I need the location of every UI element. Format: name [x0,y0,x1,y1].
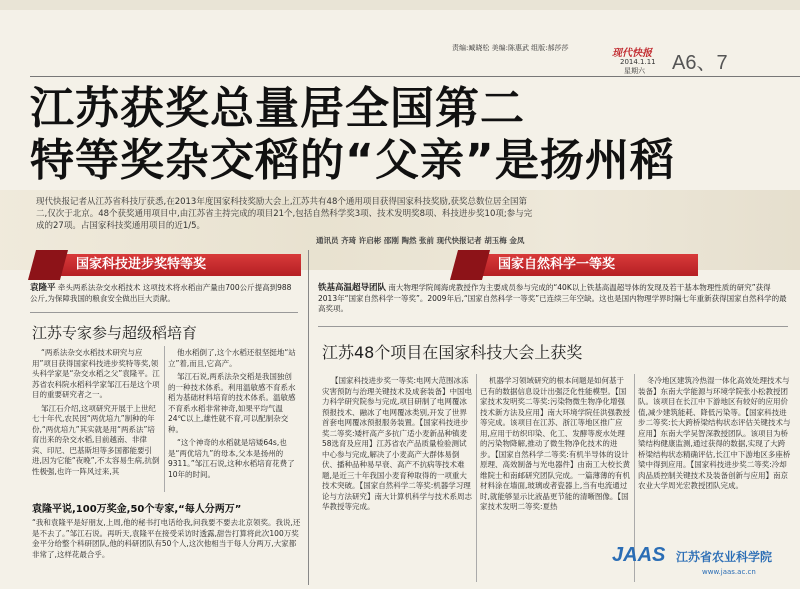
watermark [610,542,800,586]
page-top-edge [0,0,800,10]
banner-natural-science [462,254,698,276]
banner-ribbon-right [450,250,490,280]
headline-line1: 江苏获奖总量居全国第二 [30,83,525,134]
award-text-yuan: 牵头两系法杂交水稻技术 这项技术将水稻亩产量由700公斤提高到988公斤,为保障我国的粮食安全做出巨大贡献。 [30,283,292,303]
right-column-3 [638,376,792,536]
brand-logo: 现代快报 [612,48,652,59]
left-column-2 [168,348,298,490]
award-box-superconductor [318,283,788,315]
lead-byline: 通讯员 齐琦 许启彬 邵刚 陶然 张前 现代快报记者 胡玉梅 金凤 [316,236,525,245]
banner-natural-science-label: 国家自然科学一等奖 [498,257,616,272]
page-number: A6、7 [672,52,728,74]
banner-special-award [40,254,301,276]
editors-line: 责编:臧晓松 美编:陈惠武 组版:郝莎莎 [452,44,569,52]
left-section-rule [30,312,298,313]
left-col2-para-2: 邹江石说,两系法杂交稻是我国独创的一种技术体系。利用温敏感不育系水稻为基础材料培育的技术体系。温敏感不育系水稻非常神奇,如果平均气温24℃以上,雄性就不育,可以配制杂交种。 [168,372,296,434]
right-col2-text: 机器学习领域研究的根本问题是如何基于已有的数据信息设计出强泛化性能模型。【国家技术发明奖二等奖:污染物微生物净化增强技术新方法及应用】南大环境学院任洪强教授等完成。该项目在江苏、浙江等地区推广应用,应用于纺织印染、化工、发酵等废水处理的污染物降解,推动了微生物净化技术的进步。【国家自然科学二等奖:有机半导体的设计原理、高效制备与光电器件】由南工大校长黄维院士和南邮研究团队完成。一篇薄薄的有机材料涂在墙面,玻璃或者瓷器上,当有电流通过时,就能够显示比液晶更节能的清晰图像。【国家技术发明二等奖:夏热 [480,376,630,511]
subtitle-prize-text: “我和袁隆平是好朋友,上周,他的秘书打电话给我,问我要不要去北京领奖。我说,还是不去了。”邹江石说。再听天,袁隆平在接受采访时透露,甜告打算将此次100万奖金平分给整个科研团队,他的科研团队有50个人,这次他相当于每人分两万,大家都非常了,这样花最合乎。 [32,518,301,559]
award-box-yuan [30,283,298,304]
award-name-yuan: 袁隆平 [30,283,56,293]
award-name-superconductor: 铁基高温超导团队 [318,283,387,293]
left-column-divider [164,346,165,492]
banner-ribbon [28,250,68,280]
right-column-2 [480,376,630,581]
watermark-logo: JAAS [612,544,666,566]
issue-weekday: 星期六 [624,67,645,75]
left-column-1 [32,348,160,490]
issue-date: 2014.1.11 [620,58,656,66]
header-rule [30,76,800,77]
page-center-divider [308,250,309,585]
banner-special-award-label: 国家科技进步奖特等奖 [76,257,207,272]
left-col2-para-1: 他水稻倒了,这个水稻还很坚挺地“站立”着,而且,它高产。 [168,348,296,368]
right-col1-text: 【国家科技进步奖一等奖:电网大范围冰冻灾害预防与治理关键技术及成套装备】中国电力科学研究院参与完成,项目研制了电网覆冰预报技术、融冰了电网覆冰类别,开发了世界首套电网覆冰预报服务装置。【国家科技进步奖二等奖:矮杆高产多抗广适小麦新品种镇麦58选育及应用】江苏省农产品质量检验测试中心参与完成,解决了小麦高产大群体易倒伏、播种品种易早衰、高产不抗病等技术难题,是近三十年我国小麦育种取得的一项重大技术突破。【国家自然科学二等奖:机器学习理论与方法研究】南大计算机科学与技术系周志华教授等完成。 [322,376,472,511]
section-title-super-rice: 江苏专家参与超级稻培育 [32,324,198,342]
watermark-url: www.jaas.ac.cn [702,568,756,576]
section-title-48-projects: 江苏48个项目在国家科技大会上获奖 [322,343,583,362]
award-text-superconductor: 南大物理学院闻海虎教授作为主要成员参与完成的“40K以上铁基高温超导体的发现及若干基本物理性质的研究”获得2013年“国家自然科学一等奖”。2009年后,“国家自然科学一等奖”已连续三年空缺。这也是国内物理学界时隔七年重新获得国家自然科学的最高奖项。 [318,283,787,313]
watermark-name: 江苏省农业科学院 [676,550,773,564]
right-column-1 [322,376,472,581]
subtitle-prize-split: 袁隆平说,100万奖金,50个专家,“每人分两万” [32,504,242,515]
left-col1-para-2: 邹江石介绍,这项研究开展于上世纪七十年代,农民因“两优培九”制种的年份,“两优培九”其实就是用“两系法”培育出来的杂交水稻,目前越南、非律宾、印尼、巴基斯坦等多国都能要引进,因为它能“夜晚”,不太容易生病,抗倒性极强,也许一阵风过来,其 [32,403,160,476]
left-col1-para-1: “两系法杂交水稻技术研究与应用”项目获得国家科技进步奖特等奖,领头科学家是“杂交水稻之父”袁隆平。江苏省农科院水稻科学家邹江石是这个项目的重要研究者之一。 [32,348,160,399]
headline-line2: 特等奖杂交稻的“父亲”是扬州稻 [30,135,675,186]
right-column-divider-1 [476,374,477,582]
lead-paragraph: 现代快报记者从江苏省科技厅获悉,在2013年度国家科技奖励大会上,江苏共有48个通用项目获得国家科技奖励,获奖总数位居全国第二,仅次于北京。48个获奖通用项目中,由江苏省主持完成的项目21个,包括自然科学奖3项、技术发明奖8项、科技进步奖10项;参与完成的27项。占国家科技奖通用项目的近1/5。 [36,197,533,231]
right-section-rule [318,326,788,327]
right-col3-text: 冬冷地区建筑冷热湿一体化高效处理技术与装备】东南大学能源与环境学院张小松教授团队。该项目在长江中下游地区有较好的应用价值,减少建筑能耗、降低污染等。【国家科技进步二等奖:长大跨桥梁结构状态评估关键技术与应用】东南大学吴智深教授团队。该项目为桥梁结构健康监测,通过获得的数据,实现了大跨桥梁结构状态精确评估,长江中下游地区多座桥梁中得到应用。【国家科技进步奖二等奖:冷却肉品质控制关键技术及装备创新与应用】南京农业大学周光宏教授团队完成。 [638,376,791,490]
left-col2-para-3: “这个神奇的水稻就是培矮64s,也是“两优培九”的母本,父本是扬州的9311。”邹江石说,这种水稻培育花费了10年的时间。 [168,438,295,479]
